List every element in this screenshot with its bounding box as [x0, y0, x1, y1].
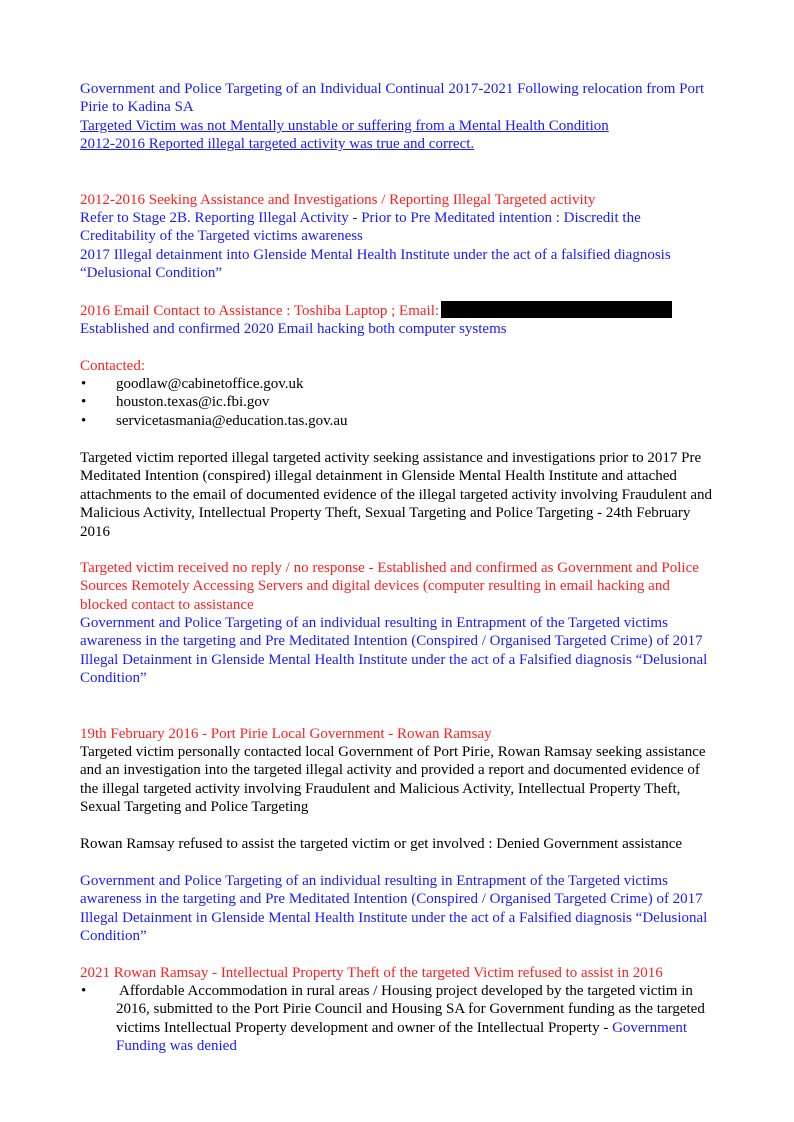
report-paragraph: Targeted victim reported illegal targeted activity seeking assistance and investigations prior to 2017 Pre Meditated Intention (conspired) illegal detainment in Glenside Mental Health Institute and attached attachments to the email of documented evidence of the illegal targeted activity involving Fraudulent and Malicious Activity, Intellectual Property Theft, Sexual Targeting and Police Targeting - 24th February 2016: [80, 450, 713, 540]
redaction-bar: [441, 301, 672, 318]
section1-detainment: 2017 Illegal detainment into Glenside Mental Health Institute under the act of a falsified diagnosis “Delusional Condition”: [80, 247, 671, 282]
section1-refer: Refer to Stage 2B. Reporting Illegal Activity - Prior to Pre Meditated intention : Discredit the Creditability of the Targeted victims awareness: [80, 210, 641, 245]
ip2021-bullet-blue: Government Funding was denied: [116, 1019, 688, 1055]
email-confirmed: Established and confirmed 2020 Email hacking both computer systems: [80, 321, 507, 337]
ramsay-blue: Government and Police Targeting of an individual resulting in Entrapment of the Targeted victims awareness in the targeting and Pre Meditated Intention (Conspired / Organised Targeted Crime) of 2017 Illegal Detainment in Glenside Mental Health Institute under the act of a Falsified diagnosis “Delusional Condition”: [80, 873, 708, 945]
email-heading: [80, 301, 720, 320]
ramsay-heading: 19th February 2016 - Port Pirie Local Government - Rowan Ramsay: [80, 726, 492, 742]
header-line-1: Government and Police Targeting of an Individual Continual 2017-2021 Following relocation from Port Pirie to Kadina SA: [80, 81, 705, 116]
ip2021-bullet: [80, 982, 720, 1056]
header-line-2: Targeted Victim was not Mentally unstable or suffering from a Mental Health Condition: [80, 118, 609, 134]
ramsay-paragraph-2: Rowan Ramsay refused to assist the targeted victim or get involved : Denied Government assistance: [80, 836, 683, 852]
contacted-label: Contacted:: [80, 358, 145, 374]
contacted-item: • houston.texas@ic.fbi.gov: [80, 393, 720, 411]
contacted-item: • servicetasmania@education.tas.gov.au: [80, 412, 720, 430]
bullet-dot: •: [81, 983, 87, 999]
header-line-3: 2012-2016 Reported illegal targeted activity was true and correct.: [80, 136, 475, 152]
noreply-blue: Government and Police Targeting of an individual resulting in Entrapment of the Targeted victims awareness in the targeting and Pre Meditated Intention (Conspired / Organised Targeted Crime) of 2017 Illegal Detainment in Glenside Mental Health Institute under the act of a Falsified diagnosis “Delusional Condition”: [80, 615, 708, 687]
email-heading-text: 2016 Email Contact to Assistance : Toshiba Laptop ; Email:: [80, 303, 440, 319]
contacted-item: • goodlaw@cabinetoffice.gov.uk: [80, 375, 720, 393]
ip2021-bullet-text: [116, 982, 720, 1056]
ip2021-heading: 2021 Rowan Ramsay - Intellectual Property Theft of the targeted Victim refused to assist in 2016: [80, 965, 663, 981]
ip2021-bullet-body: Affordable Accommodation in rural areas / Housing project developed by the targeted victim in 2016, submitted to the Port Pirie Council and Housing SA for Government funding as the targeted victims Intellectual Property development and owner of the Intellectual Property -: [116, 983, 705, 1036]
contacted-list: [80, 375, 720, 430]
noreply-red: Targeted victim received no reply / no response - Established and confirmed as Government and Police Sources Remotely Accessing Servers and digital devices (computer resulting in email hacking and blocked contact to assistance: [80, 560, 699, 613]
ramsay-paragraph-1: Targeted victim personally contacted local Government of Port Pirie, Rowan Ramsay seeking assistance and an investigation into the targeted illegal activity and provided a report and documented evidence of the illegal targeted activity involving Fraudulent and Malicious Activity, Intellectual Property Theft, Sexual Targeting and Police Targeting: [80, 744, 706, 816]
section1-heading: 2012-2016 Seeking Assistance and Investigations / Reporting Illegal Targeted activity: [80, 192, 596, 208]
